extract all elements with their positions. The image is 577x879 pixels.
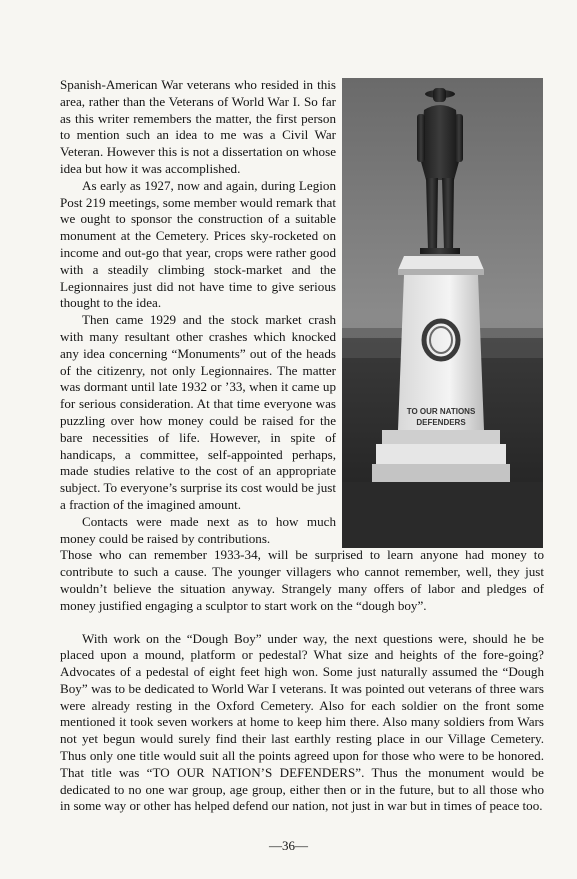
paragraph-1: Spanish-American War veterans who resided in this area, rather than the Veterans of World War I. So far as this writer remembers the matter, the first person to mention such an idea to me was a Civil War Veteran. However this is not a dissertation on whose idea but how it was accomplished. xyxy=(60,77,336,176)
paragraph-4-continued: Those who can remember 1933-34, will be surprised to learn anyone had money to contribute to such a cause. The younger villagers who cannot remember, well, they just wouldn’t believe the situation anyway. Strangely many offers of labor and pledges of money justified engaging a sculptor to start work on the “dough boy”. xyxy=(60,547,544,613)
article-text xyxy=(60,77,544,815)
paragraph-5: With work on the “Dough Boy” under way, the next questions were, should he be placed upon a mound, platform or pedestal? What size and heights of the fore-going? Advocates of a pedestal of eight feet high won. Some just naturally assumed the “Dough Boy” was to be dedicated to World War I veterans. It was pointed out veterans of three wars were already resting in the Oxford Cemetery. Also for each soldier on the front some mentioned it took seven workers at home to keep him there. Also many soldiers from Wars not yet begun would surely find their last earthly resting place in our Village Cemetery. Thus only one title would suit all the points agreed upon for those who were to be honored. That title was “TO OUR NATION’S DEFENDERS”. Thus the monument would be dedicated to no one war group, age group, either then or in the future, but to all those who in some way or other has helped defend our nation, not just in war but in times of peace too. xyxy=(60,630,544,814)
paragraph-3: Then came 1929 and the stock market crash with many resultant other crashes which knocked any idea concerning “Monuments” out of the heads of the citizenry, not only Legionnaires. The matter was dormant until late 1932 or ’33, when it came up for serious consideration. At that time everyone was puzzling over how money could be raised for the bare necessities of life. However, in spite of handicaps, a committee, self-appointed perhaps, made studies relative to the cost of an appropriate subject. To everyone’s surprise its cost would be just a fraction of the imagined amount. xyxy=(60,312,336,512)
page-number: —36— xyxy=(269,838,308,853)
inscription-line-1: TO OUR NATIONS xyxy=(406,407,476,416)
paragraph-4: Contacts were made next as to how much money could be raised by contributions. xyxy=(60,513,336,546)
paragraph-2: As early as 1927, now and again, during Legion Post 219 meetings, some member would remark that we ought to sponsor the construction of a suitable monument at the Cemetery. Prices sky-rocketed on income and out-go that year, crops were rather good with a steadily climbing stock-market and the Legionnaires just did not have time to give serious thought to the idea. xyxy=(60,177,336,311)
inscription-line-2: DEFENDERS xyxy=(416,418,466,427)
